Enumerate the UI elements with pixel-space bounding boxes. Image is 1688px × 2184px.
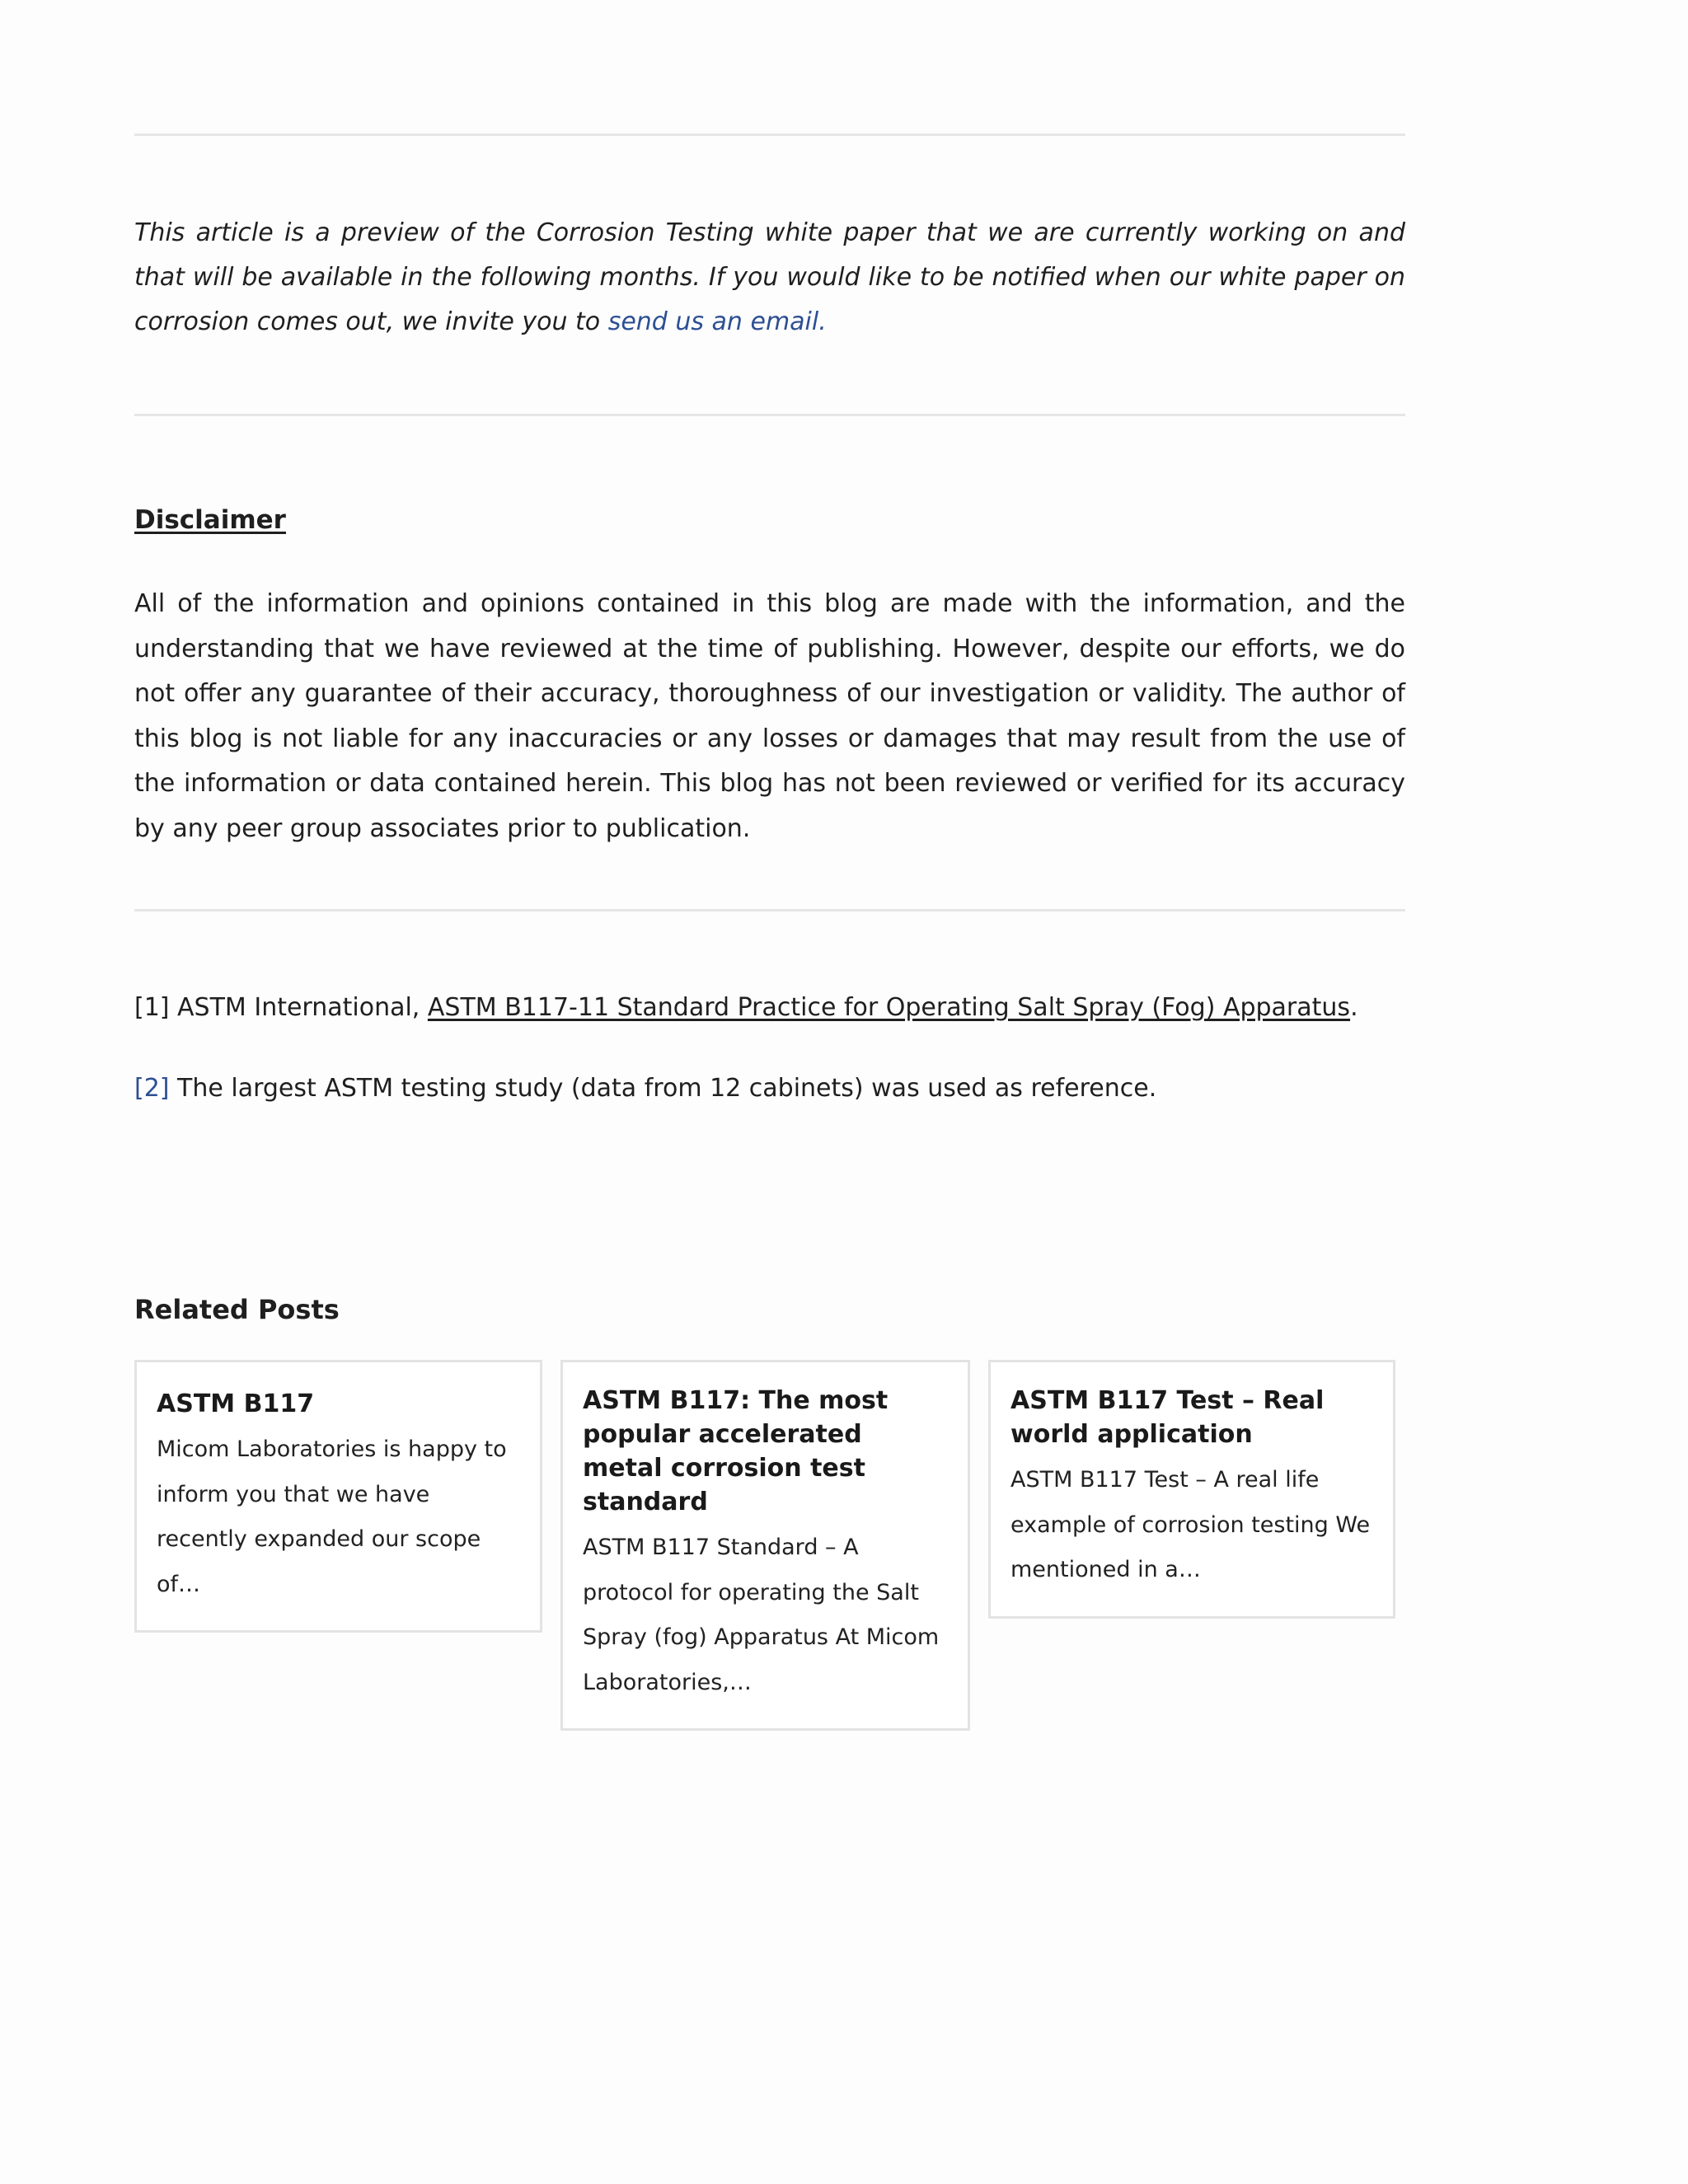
preview-note — [134, 211, 1405, 344]
related-post-excerpt: Micom Laboratories is happy to inform you that we have recently expanded our scope of… — [157, 1436, 507, 1597]
send-email-link[interactable]: send us an email. — [607, 307, 827, 336]
divider-after-disclaimer — [134, 909, 1405, 912]
astm-b117-standard-link[interactable]: ASTM B117-11 Standard Practice for Operating Salt Spray (Fog) Apparatus — [427, 993, 1351, 1022]
divider-after-preview — [134, 414, 1405, 416]
related-posts-heading: Related Posts — [134, 1294, 340, 1325]
preview-note-text: This article is a preview of the Corrosion Testing white paper that we are currently working on and that will be available in the following months. If you would like to be notified when our white paper on corrosion comes out, we invite you to — [134, 218, 1405, 336]
related-post-card[interactable] — [560, 1360, 970, 1731]
disclaimer-body: All of the information and opinions contained in this blog are made with the information, and the understanding that we have reviewed at the time of publishing. However, despite our efforts, we do not offer any guarantee of their accuracy, thoroughness of our investigation or validity. The author of this blog is not liable for any inaccuracies or any losses or damages that may result from the use of the information or data contained herein. This blog has not been reviewed or verified for its accuracy by any peer group associates prior to publication. — [134, 589, 1405, 843]
related-post-card[interactable] — [134, 1360, 542, 1633]
related-post-title[interactable]: ASTM B117 Test – Real world application — [1010, 1386, 1325, 1449]
reference-2 — [134, 1068, 1405, 1109]
related-post-card[interactable] — [988, 1360, 1395, 1619]
reference-2-text: The largest ASTM testing study (data from 12 cabinets) was used as reference. — [169, 1074, 1157, 1103]
reference-1 — [134, 987, 1405, 1029]
reference-2-marker-link[interactable]: [2] — [134, 1074, 170, 1103]
related-post-title[interactable]: ASTM B117: The most popular accelerated metal corrosion test standard — [583, 1386, 889, 1516]
reference-1-suffix: . — [1350, 993, 1358, 1022]
related-post-excerpt: ASTM B117 Standard – A protocol for operating the Salt Spray (fog) Apparatus At Micom Laboratories,… — [583, 1535, 940, 1695]
divider-top — [134, 134, 1405, 136]
reference-1-prefix: [1] ASTM International, — [134, 993, 428, 1022]
related-post-excerpt: ASTM B117 Test – A real life example of corrosion testing We mentioned in a… — [1010, 1467, 1371, 1582]
disclaimer-heading: Disclaimer — [134, 505, 286, 535]
related-post-title[interactable]: ASTM B117 — [157, 1390, 315, 1418]
